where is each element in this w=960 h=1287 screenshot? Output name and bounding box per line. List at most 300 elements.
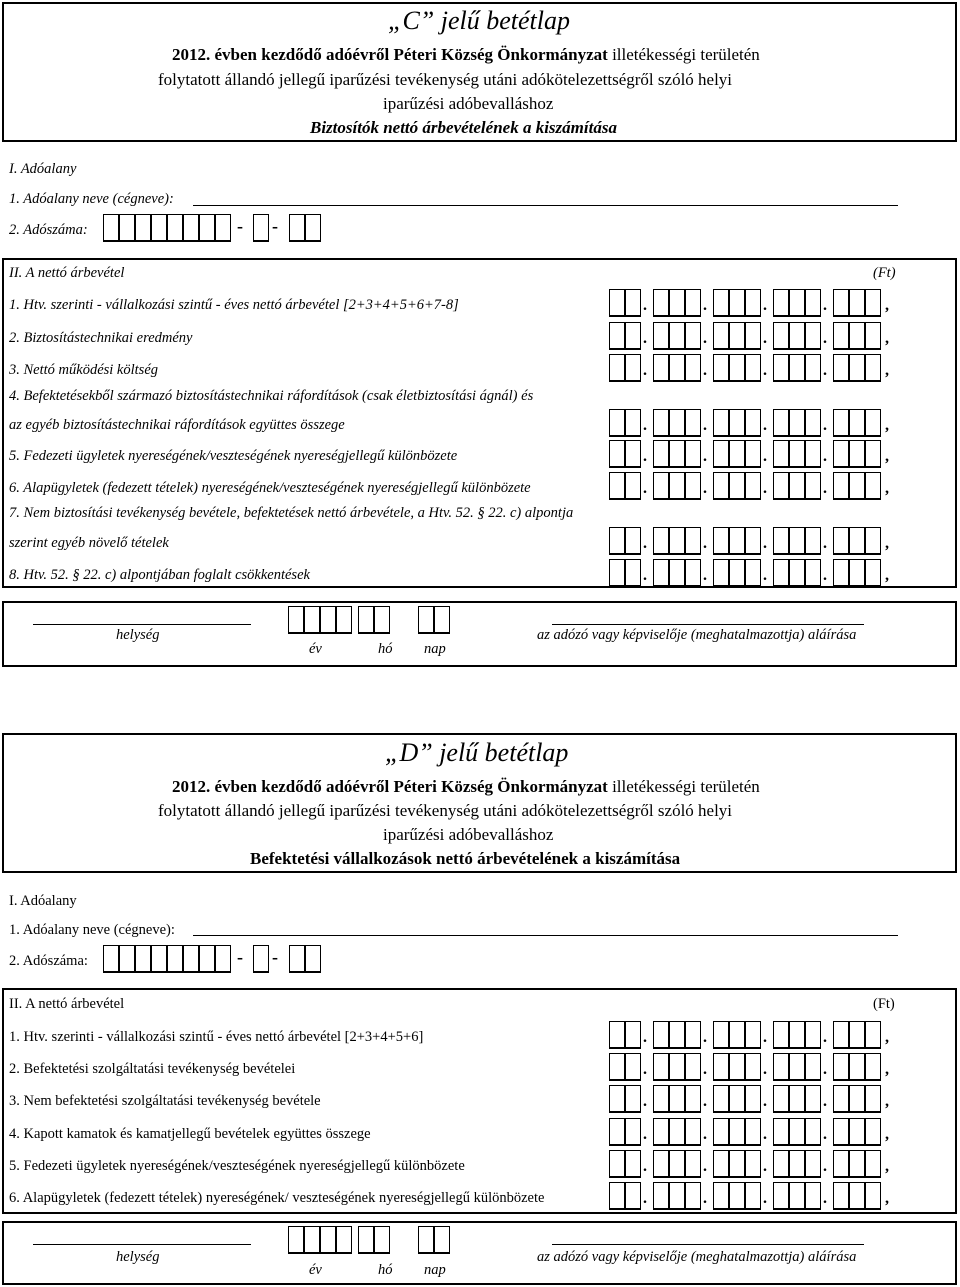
taxno-digit-box[interactable] [119,945,135,973]
amount-digit-box[interactable] [669,472,685,500]
section-d-signature-field[interactable] [552,1244,864,1245]
amount-digit-box[interactable] [745,409,761,437]
amount-digit-box[interactable] [805,559,821,587]
amount-digit-box[interactable] [773,322,789,350]
amount-digit-box[interactable] [789,472,805,500]
amount-dot-separator: . [703,480,707,497]
amount-dot-separator: . [823,330,827,347]
amount-digit-box[interactable] [653,1085,669,1113]
amount-digit-box[interactable] [713,1085,729,1113]
amount-digit-box[interactable] [805,289,821,317]
taxno-digit-box[interactable] [167,214,183,242]
amount-digit-box[interactable] [729,440,745,468]
amount-digit-box[interactable] [685,289,701,317]
amount-digit-box[interactable] [805,322,821,350]
amount-dot-separator: . [643,1126,647,1143]
amount-digit-box[interactable] [865,1053,881,1081]
amount-digit-box[interactable] [849,1118,865,1146]
amount-digit-box[interactable] [625,1182,641,1210]
amount-dot-separator: . [643,567,647,584]
date-year-box[interactable] [320,606,336,634]
taxno-digit-box[interactable] [253,945,269,973]
amount-digit-box[interactable] [729,1118,745,1146]
section-d-header-line1 [172,777,760,797]
section-c-month-label: hó [378,641,393,657]
section-c-row-8-label: 8. Htv. 52. § 22. c) alpontjában foglalt csökkentések [9,567,310,583]
amount-digit-box[interactable] [773,1085,789,1113]
amount-digit-box[interactable] [773,409,789,437]
section-d-header-line3: iparűzési adóbevalláshoz [383,825,554,844]
taxno-dash: - [272,216,278,236]
amount-digit-box[interactable] [833,1021,849,1049]
amount-digit-box[interactable] [745,322,761,350]
amount-digit-box[interactable] [653,1118,669,1146]
section-d-row-2-label: 2. Befektetési szolgáltatási tevékenység bevételei [9,1061,296,1077]
amount-digit-box[interactable] [653,354,669,382]
section-d-header-line2: folytatott állandó jellegű iparűzési tevékenység utáni adókötelezettségről szóló helyi [158,801,733,820]
amount-digit-box[interactable] [805,1150,821,1178]
amount-digit-box[interactable] [773,1021,789,1049]
amount-digit-box[interactable] [653,472,669,500]
amount-digit-box[interactable] [833,1150,849,1178]
amount-digit-box[interactable] [833,472,849,500]
amount-digit-box[interactable] [849,472,865,500]
amount-digit-box[interactable] [625,527,641,555]
date-day-box[interactable] [434,1226,450,1254]
amount-digit-box[interactable] [669,440,685,468]
amount-dot-separator: . [763,1029,767,1046]
amount-dot-separator: . [823,1029,827,1046]
amount-digit-box[interactable] [789,289,805,317]
amount-digit-box[interactable] [849,1150,865,1178]
amount-digit-box[interactable] [805,527,821,555]
section-c-taxno-label: 2. Adószáma: [9,222,88,238]
amount-digit-box[interactable] [729,1053,745,1081]
section-d-name-field[interactable] [193,935,898,936]
section-c-unit-label: (Ft) [873,265,896,281]
taxno-digit-box[interactable] [199,945,215,973]
amount-digit-box[interactable] [713,322,729,350]
taxno-digit-box[interactable] [167,945,183,973]
section-c-title: „C” jelű betétlap [388,6,570,35]
amount-digit-box[interactable] [609,1118,625,1146]
amount-digit-box[interactable] [833,440,849,468]
taxno-digit-box[interactable] [103,945,119,973]
amount-digit-box[interactable] [685,1118,701,1146]
section-c-subtitle: Biztosítók nettó árbevételének a kiszámítása [310,118,617,137]
amount-digit-box[interactable] [713,559,729,587]
amount-digit-box[interactable] [789,559,805,587]
amount-digit-box[interactable] [669,322,685,350]
section-d-place-field[interactable] [33,1244,251,1245]
amount-dot-separator: . [823,1061,827,1078]
amount-digit-box[interactable] [865,1021,881,1049]
amount-digit-box[interactable] [625,1150,641,1178]
amount-digit-box[interactable] [865,472,881,500]
amount-digit-box[interactable] [745,1182,761,1210]
amount-digit-box[interactable] [713,440,729,468]
amount-digit-box[interactable] [625,1053,641,1081]
amount-digit-box[interactable] [833,354,849,382]
amount-dot-separator: . [823,417,827,434]
amount-digit-box[interactable] [609,1182,625,1210]
amount-digit-box[interactable] [833,409,849,437]
date-year-box[interactable] [288,606,304,634]
date-year-box[interactable] [320,1226,336,1254]
amount-digit-box[interactable] [773,1150,789,1178]
amount-digit-box[interactable] [745,354,761,382]
amount-digit-box[interactable] [745,1118,761,1146]
amount-dot-separator: . [703,1126,707,1143]
amount-digit-box[interactable] [669,559,685,587]
amount-digit-box[interactable] [865,1085,881,1113]
amount-comma-separator: , [885,1029,889,1046]
amount-digit-box[interactable] [805,1085,821,1113]
amount-digit-box[interactable] [729,409,745,437]
section-d-part2-heading: II. A nettó árbevétel [9,996,125,1012]
amount-digit-box[interactable] [653,1053,669,1081]
amount-digit-box[interactable] [789,1150,805,1178]
amount-digit-box[interactable] [789,409,805,437]
amount-dot-separator: . [763,567,767,584]
amount-digit-box[interactable] [789,354,805,382]
amount-digit-box[interactable] [805,1118,821,1146]
date-year-box[interactable] [336,606,352,634]
amount-digit-box[interactable] [653,440,669,468]
amount-digit-box[interactable] [653,1182,669,1210]
amount-digit-box[interactable] [625,1118,641,1146]
amount-digit-box[interactable] [713,354,729,382]
amount-digit-box[interactable] [805,440,821,468]
amount-digit-box[interactable] [625,354,641,382]
amount-digit-box[interactable] [713,1053,729,1081]
section-d-unit-label: (Ft) [873,996,895,1012]
amount-digit-box[interactable] [729,1182,745,1210]
taxno-digit-box[interactable] [151,945,167,973]
amount-dot-separator: . [643,448,647,465]
amount-digit-box[interactable] [653,527,669,555]
section-d-name-label: 1. Adóalany neve (cégneve): [9,922,175,938]
amount-digit-box[interactable] [865,1150,881,1178]
amount-digit-box[interactable] [713,472,729,500]
amount-digit-box[interactable] [745,289,761,317]
section-c-signature-label: az adózó vagy képviselője (meghatalmazottja) aláírása [537,627,857,643]
amount-comma-separator: , [885,1061,889,1078]
section-d-row-3-label: 3. Nem befektetési szolgáltatási tevékenység bevétele [9,1093,321,1109]
amount-digit-box[interactable] [789,1021,805,1049]
section-d-year-label: év [309,1262,322,1278]
amount-digit-box[interactable] [685,1021,701,1049]
amount-digit-box[interactable] [833,1053,849,1081]
amount-digit-box[interactable] [833,289,849,317]
amount-digit-box[interactable] [685,1053,701,1081]
section-c-year-label: év [309,641,322,657]
amount-digit-box[interactable] [669,409,685,437]
date-month-box[interactable] [358,1226,374,1254]
amount-digit-box[interactable] [729,289,745,317]
amount-digit-box[interactable] [625,1085,641,1113]
section-c-signature-field[interactable] [552,624,864,625]
amount-digit-box[interactable] [773,472,789,500]
amount-digit-box[interactable] [833,1085,849,1113]
amount-digit-box[interactable] [713,1182,729,1210]
amount-digit-box[interactable] [609,440,625,468]
amount-digit-box[interactable] [805,1182,821,1210]
section-d-title: „D” jelű betétlap [385,738,569,767]
amount-digit-box[interactable] [833,527,849,555]
amount-dot-separator: . [703,330,707,347]
amount-comma-separator: , [885,417,889,434]
amount-digit-box[interactable] [729,527,745,555]
amount-digit-box[interactable] [669,354,685,382]
amount-digit-box[interactable] [833,559,849,587]
amount-dot-separator: . [703,567,707,584]
amount-dot-separator: . [823,362,827,379]
amount-digit-box[interactable] [609,1021,625,1049]
amount-digit-box[interactable] [773,440,789,468]
section-d-row-5-label: 5. Fedezeti ügyletek nyereségének/veszteségének nyereségjellegű különbözete [9,1158,465,1174]
date-month-box[interactable] [374,1226,390,1254]
taxno-digit-box[interactable] [253,214,269,242]
amount-digit-box[interactable] [865,409,881,437]
date-year-box[interactable] [304,606,320,634]
taxno-digit-box[interactable] [103,214,119,242]
amount-digit-box[interactable] [805,472,821,500]
amount-digit-box[interactable] [685,354,701,382]
amount-digit-box[interactable] [849,1021,865,1049]
amount-comma-separator: , [885,535,889,552]
amount-digit-box[interactable] [609,354,625,382]
amount-dot-separator: . [643,1093,647,1110]
amount-digit-box[interactable] [773,527,789,555]
amount-digit-box[interactable] [833,1118,849,1146]
amount-digit-box[interactable] [745,440,761,468]
amount-digit-box[interactable] [729,322,745,350]
amount-digit-box[interactable] [865,354,881,382]
amount-digit-box[interactable] [729,559,745,587]
amount-digit-box[interactable] [805,409,821,437]
amount-digit-box[interactable] [625,1021,641,1049]
amount-digit-box[interactable] [805,354,821,382]
amount-digit-box[interactable] [745,1053,761,1081]
amount-digit-box[interactable] [729,1021,745,1049]
amount-digit-box[interactable] [625,559,641,587]
amount-digit-box[interactable] [625,440,641,468]
taxno-digit-box[interactable] [183,214,199,242]
amount-digit-box[interactable] [669,1182,685,1210]
amount-digit-box[interactable] [805,1053,821,1081]
taxno-digit-box[interactable] [215,945,231,973]
amount-digit-box[interactable] [609,409,625,437]
taxno-digit-box[interactable] [183,945,199,973]
amount-dot-separator: . [643,362,647,379]
amount-digit-box[interactable] [713,527,729,555]
amount-digit-box[interactable] [669,1150,685,1178]
section-c-name-field[interactable] [193,205,898,206]
amount-dot-separator: . [703,448,707,465]
amount-digit-box[interactable] [805,1021,821,1049]
amount-digit-box[interactable] [849,322,865,350]
amount-digit-box[interactable] [669,1053,685,1081]
amount-digit-box[interactable] [833,322,849,350]
amount-digit-box[interactable] [653,1021,669,1049]
amount-digit-box[interactable] [833,1182,849,1210]
taxno-digit-box[interactable] [199,214,215,242]
taxno-digit-box[interactable] [135,214,151,242]
amount-dot-separator: . [823,1158,827,1175]
amount-digit-box[interactable] [685,1085,701,1113]
amount-digit-box[interactable] [609,322,625,350]
amount-digit-box[interactable] [685,1182,701,1210]
amount-digit-box[interactable] [669,1021,685,1049]
section-d-month-label: hó [378,1262,393,1278]
amount-digit-box[interactable] [773,289,789,317]
amount-digit-box[interactable] [653,409,669,437]
amount-digit-box[interactable] [849,527,865,555]
date-day-box[interactable] [418,606,434,634]
amount-digit-box[interactable] [729,1150,745,1178]
taxno-digit-box[interactable] [289,945,305,973]
amount-digit-box[interactable] [609,289,625,317]
amount-dot-separator: . [763,1190,767,1207]
amount-digit-box[interactable] [865,1182,881,1210]
amount-digit-box[interactable] [685,440,701,468]
amount-digit-box[interactable] [789,1118,805,1146]
amount-digit-box[interactable] [789,440,805,468]
amount-digit-box[interactable] [729,1085,745,1113]
section-c-row-7a-label: 7. Nem biztosítási tevékenység bevétele, befektetések nettó árbevétele, a Htv. 52. § 22. c) alpontja [9,505,574,521]
taxno-digit-box[interactable] [135,945,151,973]
amount-digit-box[interactable] [773,354,789,382]
amount-dot-separator: . [823,567,827,584]
amount-digit-box[interactable] [789,1182,805,1210]
amount-digit-box[interactable] [685,472,701,500]
taxno-digit-box[interactable] [119,214,135,242]
amount-digit-box[interactable] [745,527,761,555]
amount-digit-box[interactable] [653,322,669,350]
amount-digit-box[interactable] [849,354,865,382]
date-year-box[interactable] [288,1226,304,1254]
amount-digit-box[interactable] [669,289,685,317]
section-d-part1-heading: I. Adóalany [9,893,77,909]
taxno-digit-box[interactable] [215,214,231,242]
amount-digit-box[interactable] [685,1150,701,1178]
date-month-box[interactable] [374,606,390,634]
amount-digit-box[interactable] [789,322,805,350]
amount-digit-box[interactable] [653,1150,669,1178]
taxno-digit-box[interactable] [289,214,305,242]
amount-digit-box[interactable] [745,472,761,500]
amount-digit-box[interactable] [865,289,881,317]
section-d-header-line1-bold: 2012. évben kezdődő adóévről Péteri Község Önkormányzat [172,777,608,796]
amount-digit-box[interactable] [729,354,745,382]
amount-digit-box[interactable] [745,1085,761,1113]
amount-digit-box[interactable] [713,409,729,437]
amount-comma-separator: , [885,1126,889,1143]
taxno-digit-box[interactable] [151,214,167,242]
amount-digit-box[interactable] [669,1118,685,1146]
amount-digit-box[interactable] [609,1085,625,1113]
amount-digit-box[interactable] [849,559,865,587]
amount-digit-box[interactable] [849,1085,865,1113]
amount-digit-box[interactable] [625,289,641,317]
section-c-row-4b-label: az egyéb biztosítástechnikai ráfordítások együttes összege [9,417,345,433]
amount-digit-box[interactable] [745,559,761,587]
amount-digit-box[interactable] [609,1053,625,1081]
amount-digit-box[interactable] [865,440,881,468]
date-day-box[interactable] [418,1226,434,1254]
amount-digit-box[interactable] [625,472,641,500]
date-day-box[interactable] [434,606,450,634]
amount-dot-separator: . [763,535,767,552]
amount-digit-box[interactable] [849,409,865,437]
amount-digit-box[interactable] [609,472,625,500]
amount-digit-box[interactable] [865,1118,881,1146]
section-c-place-field[interactable] [33,624,251,625]
amount-digit-box[interactable] [609,1150,625,1178]
amount-digit-box[interactable] [849,289,865,317]
amount-digit-box[interactable] [849,440,865,468]
taxno-digit-box[interactable] [305,214,321,242]
amount-digit-box[interactable] [865,559,881,587]
amount-digit-box[interactable] [713,1118,729,1146]
amount-digit-box[interactable] [773,559,789,587]
section-d-row-4-label: 4. Kapott kamatok és kamatjellegű bevételek együttes összege [9,1126,371,1142]
amount-digit-box[interactable] [729,472,745,500]
amount-digit-box[interactable] [773,1182,789,1210]
amount-digit-box[interactable] [713,289,729,317]
amount-digit-box[interactable] [685,559,701,587]
amount-digit-box[interactable] [865,322,881,350]
amount-digit-box[interactable] [745,1150,761,1178]
amount-digit-box[interactable] [653,559,669,587]
amount-digit-box[interactable] [669,527,685,555]
section-c-day-label: nap [424,641,446,657]
amount-digit-box[interactable] [685,322,701,350]
amount-digit-box[interactable] [789,1053,805,1081]
section-d-row-1-label: 1. Htv. szerinti - vállalkozási szintű - éves nettó árbevétel [2+3+4+5+6] [9,1029,424,1045]
amount-digit-box[interactable] [849,1182,865,1210]
amount-digit-box[interactable] [669,1085,685,1113]
date-year-box[interactable] [304,1226,320,1254]
amount-digit-box[interactable] [773,1118,789,1146]
amount-digit-box[interactable] [653,289,669,317]
amount-digit-box[interactable] [625,322,641,350]
date-year-box[interactable] [336,1226,352,1254]
amount-digit-box[interactable] [713,1150,729,1178]
amount-dot-separator: . [763,330,767,347]
amount-comma-separator: , [885,448,889,465]
amount-digit-box[interactable] [609,559,625,587]
date-month-box[interactable] [358,606,374,634]
amount-digit-box[interactable] [609,527,625,555]
amount-digit-box[interactable] [685,409,701,437]
amount-digit-box[interactable] [789,1085,805,1113]
taxno-digit-box[interactable] [305,945,321,973]
amount-digit-box[interactable] [773,1053,789,1081]
amount-dot-separator: . [823,1190,827,1207]
amount-digit-box[interactable] [865,527,881,555]
amount-digit-box[interactable] [849,1053,865,1081]
amount-digit-box[interactable] [713,1021,729,1049]
amount-digit-box[interactable] [625,409,641,437]
amount-digit-box[interactable] [745,1021,761,1049]
amount-digit-box[interactable] [685,527,701,555]
amount-digit-box[interactable] [789,527,805,555]
section-c-row-1-label: 1. Htv. szerinti - vállalkozási szintű - éves nettó árbevétel [2+3+4+5+6+7-8] [9,297,459,313]
amount-dot-separator: . [763,1126,767,1143]
amount-dot-separator: . [703,535,707,552]
